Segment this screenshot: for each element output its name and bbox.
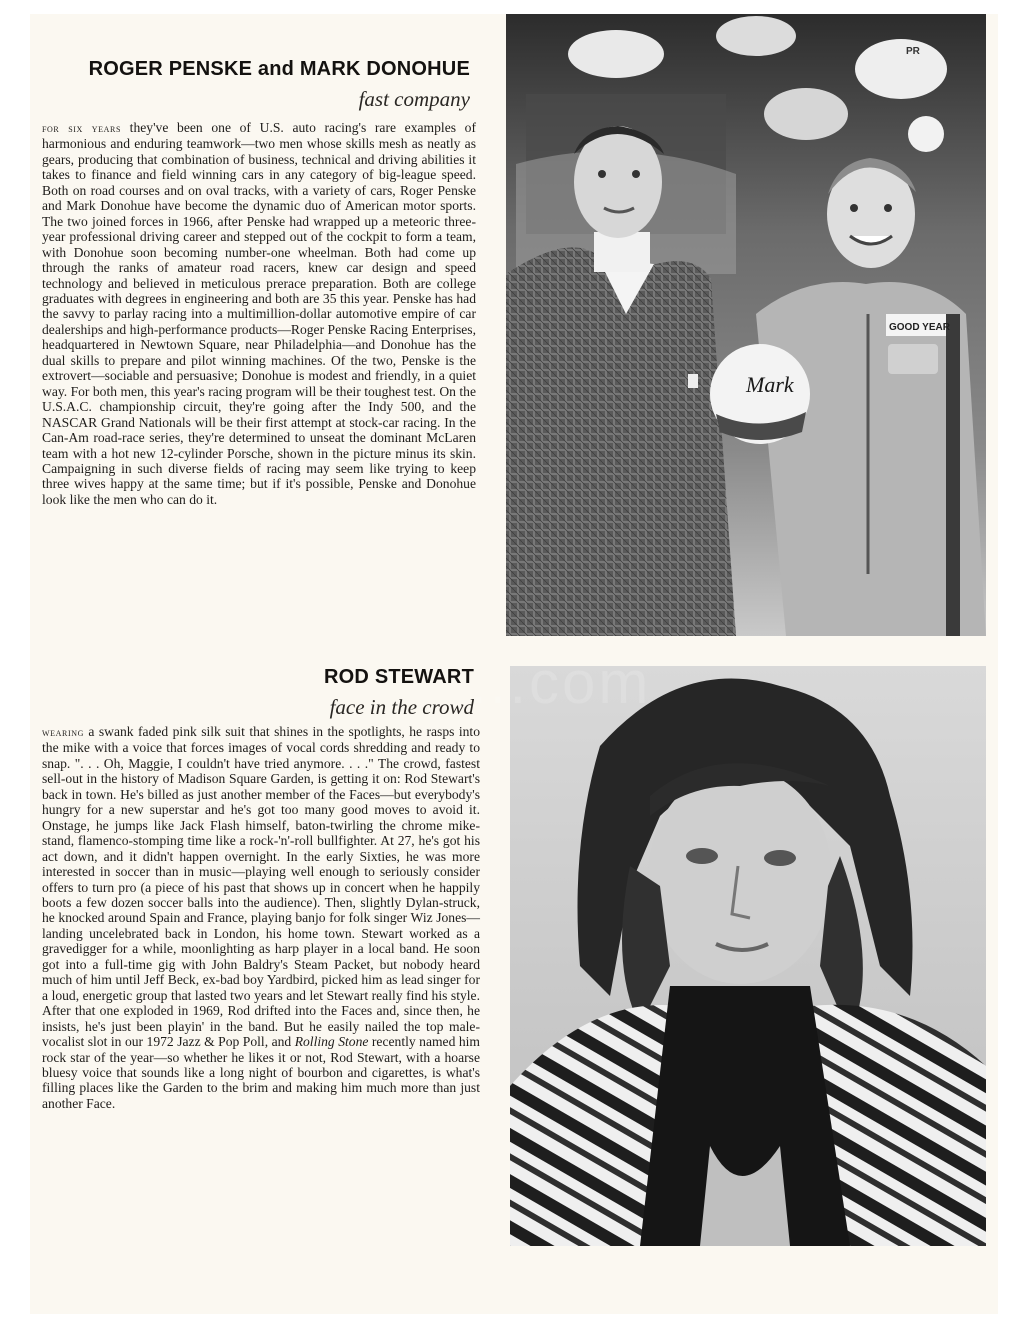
rod-stewart-photo [510,666,986,1246]
helmet-lettering: Mark [746,372,794,397]
stewart-heading: ROD STEWART [324,666,474,688]
watermark: ...com [470,649,652,716]
penske-header [89,58,470,112]
penske-heading: ROGER PENSKE and MARK DONOHUE [88,58,470,80]
stewart-tagline: face in the crowd [329,695,474,719]
rod-stewart-image [510,666,986,1246]
goodyear-patch: GOOD YEAR [889,322,950,333]
stewart-body-end: recently named him rock star of the year—so whether he likes it or not, Rod Stewart, with a hoarse bluesy voice that sounds like a long night of bourbon and cigarettes, is what's filling places like the Garden to the brim and making him much more than just another Face. [42,1034,481,1111]
penske-article [42,120,476,507]
penske-lead-in: for six years [42,121,122,135]
penske-donohue-photo [506,14,986,636]
penske-body: they've been one of U.S. auto racing's rare examples of harmonious and enduring teamwork—two men whose skills mesh as neatly as gears, producing that combination of business, technical and driving abilities it takes to finance and field winning cars in any category of big-league speed. Both on road courses and on oval tracks, with a variety of cars, Roger Penske and Mark Donohue have become the dynamic duo of American motor sports. The two joined forces in 1966, after Penske had wrapped up a meteoric three-year professional driving career and stepped out of the cockpit to form a team, with Donohue soon becoming number-one wheelman. Both had come up through the ranks of amateur road racers, knew car design and speed technology and believed in meticulous prerace preparation. Both are college graduates with degrees in engineering and both are 35 this year. Penske has had the savvy to parlay racing into a multimillion-dollar automotive empire of car dealerships and high-performance products—Roger Penske Racing Enterprises, headquartered in Newtown Square, near Philadelphia—and Donohue has the dual skills to prepare and pilot winning machines. Of the two, Penske is the extrovert—sociable and persuasive; Donohue is modest and friendly, in a quiet way. For both men, this year's racing program will be their toughest test. On the U.S.A.C. championship circuit, they're going after the Indy 500, and the NASCAR Grand Nationals will be their first attempt at stock-car racing. In the Can-Am road-race series, they're determined to unseat the dominant McLaren team with a hot new 12-cylinder Porsche, shown in the picture minus its skin. Campaigning in such diverse fields of racing may seem like trying to keep three wives happy at the same time; but if it's possible, Penske and Donohue look like the men who can do it. [42,120,477,507]
mechanic-shirt-mark: PR [906,46,920,57]
stewart-article [42,724,480,1111]
penske-tagline: fast company [358,87,470,111]
penske-donohue-image [506,14,986,636]
stewart-body: a swank faded pink silk suit that shines in the spotlights, he rasps into the mike with a voice that forces images of vocal cords shredding and ready to snap. ". . . Oh, Maggie, I couldn't have tried anymore. . . ." The crowd, fastest sell-out in the history of Madison Square Garden, is getting it on: Rod Stewart's back in town. He's billed as just another member of the Faces—but everybody's hungry for a new superstar and he's got too many good moves to avoid it. Onstage, he jumps like Jack Flash himself, baton-twirling the chrome mike-stand, flamenco-stomping time like a rock-'n'-roll bullfighter. At 27, he's got his act down, and it didn't happen overnight. In the early Sixties, he was more interested in soccer than in music—playing well enough to seriously consider offers to turn pro (a piece of his past that shows up in concert when he happily boots a few dozen soccer balls into the audience). Then, slightly Dylan-struck, he knocked around Spain and France, playing banjo for folk singer Wiz Jones—landing uncelebrated back in London, his home town. Stewart worked as a gravedigger for a while, moonlighting as harp player in a local band. He soon got into a full-time gig with John Baldry's Steam Packet, but nobody heard much of him until Jeff Beck, ex-bad boy Yardbird, picked him as lead singer for a loud, energetic group that lasted two years and let Stewart really find his style. After that one exploded in 1969, Rod drifted into the Faces and, since then, he insists, he's just been playin' in the band. But he easily nailed the top male-vocalist slot in our 1972 Jazz & Pop Poll, and [42,724,480,1050]
stewart-header [324,666,474,720]
stewart-publication: Rolling Stone [294,1034,369,1050]
stewart-lead-in: wearing [42,725,84,739]
